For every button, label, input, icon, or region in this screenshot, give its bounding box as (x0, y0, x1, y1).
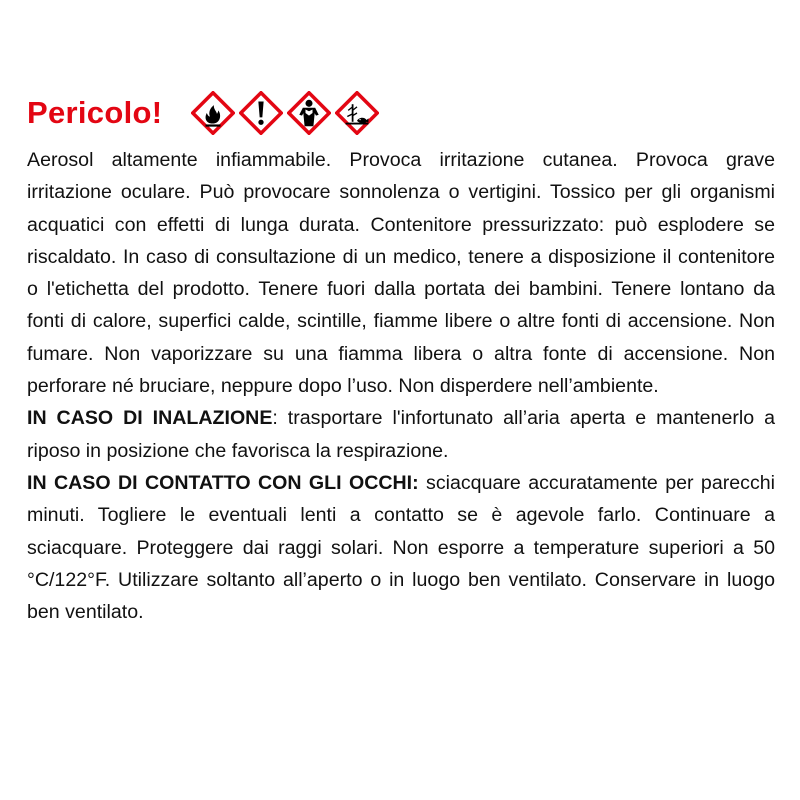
environment-icon (335, 91, 379, 135)
signal-word: Pericolo! (27, 95, 163, 130)
inhalation-text: : trasportare l'infortunato all’aria aperta e mantenerlo a riposo in posizione che favorisca la respirazione. (27, 407, 775, 462)
eye-contact-paragraph (27, 467, 775, 628)
inhalation-heading: IN CASO DI INALAZIONE (27, 407, 273, 430)
inhalation-paragraph (27, 402, 775, 467)
exclamation-mark-icon (239, 91, 283, 135)
health-hazard-icon (287, 91, 331, 135)
ghs-pictograms (191, 91, 383, 135)
eye-contact-heading: IN CASO DI CONTATTO CON GLI OCCHI: (27, 471, 419, 494)
flame-icon (191, 91, 235, 135)
label-header (27, 88, 775, 138)
safety-label (27, 88, 775, 628)
eye-contact-text: sciacquare accuratamente per parecchi minuti. Togliere le eventuali lenti a contatto se è agevole farlo. Continuare a sciacquare. Proteggere dai raggi solari. Non esporre a temperature superiori a 50 °C/122°F. Utilizzare soltanto all’aperto o in luogo ben ventilato. Conservare in luogo ben ventilato. (27, 471, 775, 624)
hazard-paragraph: Aerosol altamente infiammabile. Provoca irritazione cutanea. Provoca grave irritazione oculare. Può provocare sonnolenza o vertigini. Tossico per gli organismi acquatici con effetti di lunga durata. Contenitore pressurizzato: può esplodere se riscaldato. In caso di consultazione di un medico, tenere a disposizione il contenitore o l'etichetta del prodotto. Tenere fuori dalla portata dei bambini. Tenere lontano da fonti di calore, superfici calde, scintille, fiamme libere o altre fonti di accensione. Non fumare. Non vaporizzare su una fiamma libera o altra fonte di accensione. Non perforare né bruciare, neppure dopo l’uso. Non disperdere nell’ambiente. (27, 149, 775, 398)
hazard-statements (27, 144, 775, 628)
